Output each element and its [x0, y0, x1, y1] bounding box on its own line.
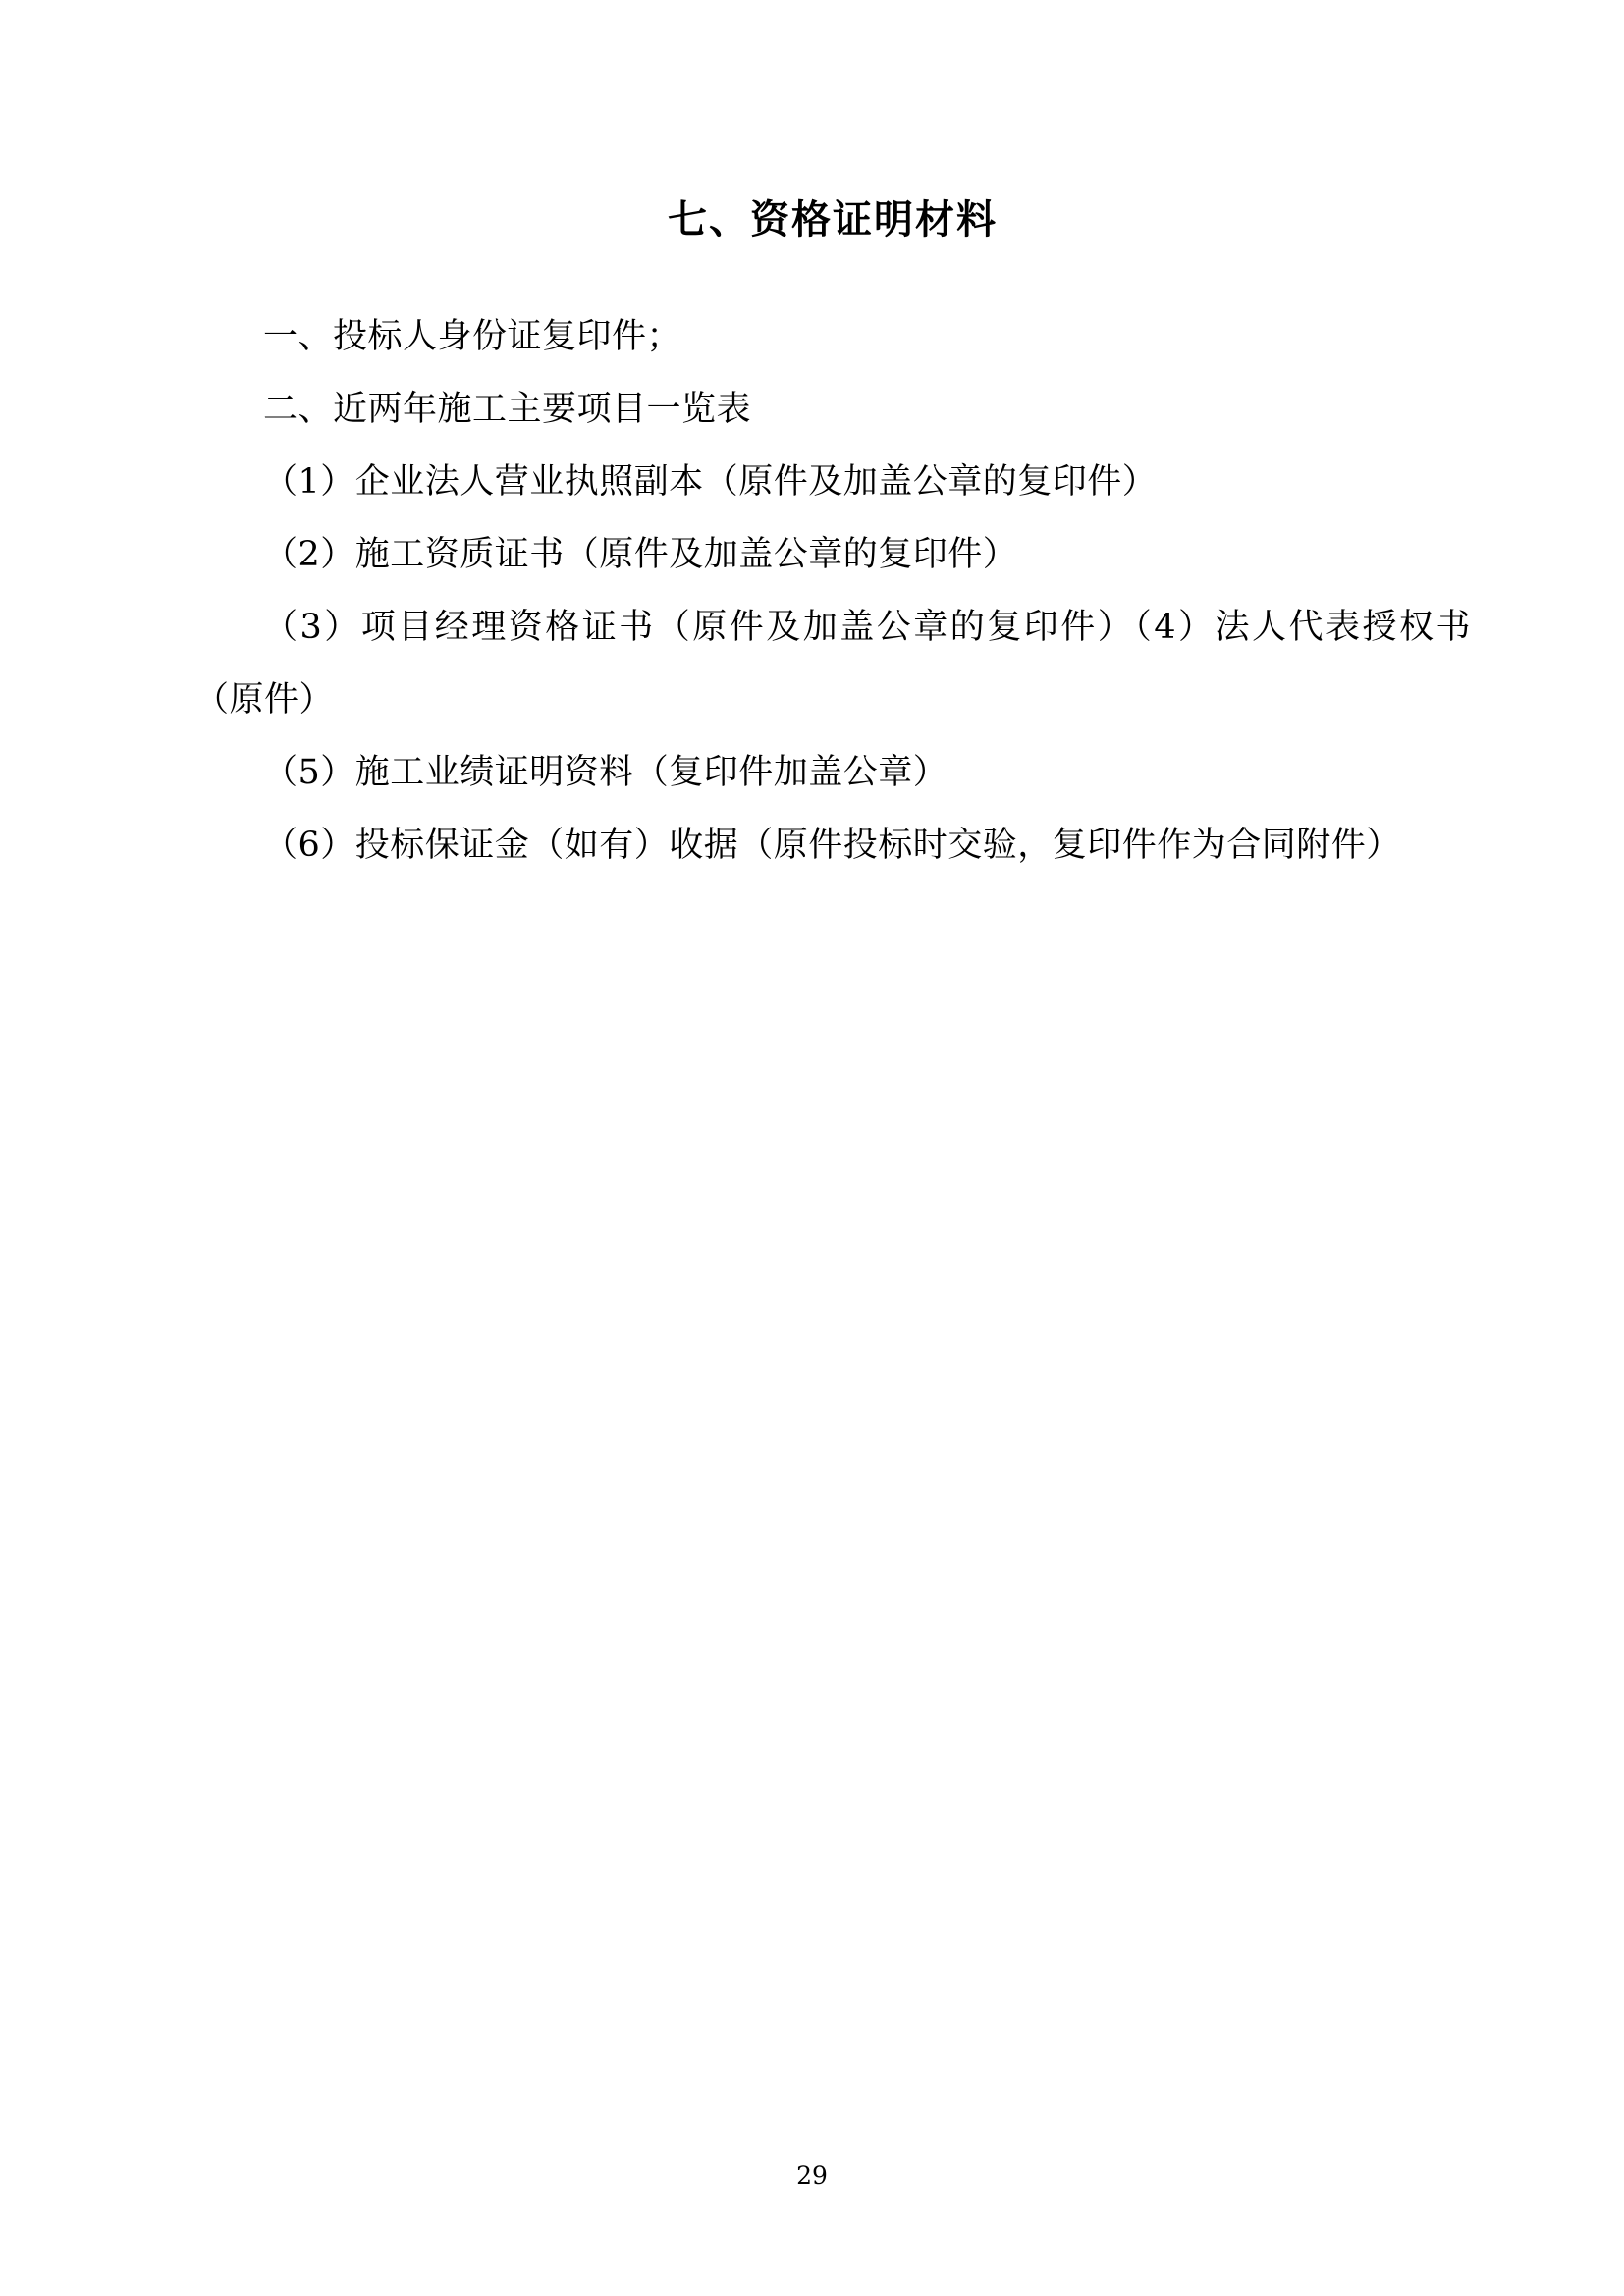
paragraph-item-4: （2）施工资质证书（原件及加盖公章的复印件）	[263, 535, 1018, 574]
paragraph-item-5: （3）项目经理资格证书（原件及加盖公章的复印件）（4）法人代表授权书（原件）	[194, 608, 1471, 720]
paragraph-item-3: （1）企业法人营业执照副本（原件及加盖公章的复印件）	[263, 462, 1158, 502]
page-number: 29	[796, 2162, 828, 2190]
body-text	[194, 300, 1471, 881]
paragraph-item-2: 二、近两年施工主要项目一览表	[263, 390, 752, 429]
page-title: 七、资格证明材料	[668, 196, 998, 242]
paragraph-item-6: （5）施工业绩证明资料（复印件加盖公章）	[263, 753, 948, 792]
page-content	[194, 0, 1471, 881]
paragraph-item-1: 一、投标人身份证复印件；	[263, 317, 682, 356]
paragraph-item-7: （6）投标保证金（如有）收据（原件投标时交验，复印件作为合同附件）	[263, 826, 1401, 865]
